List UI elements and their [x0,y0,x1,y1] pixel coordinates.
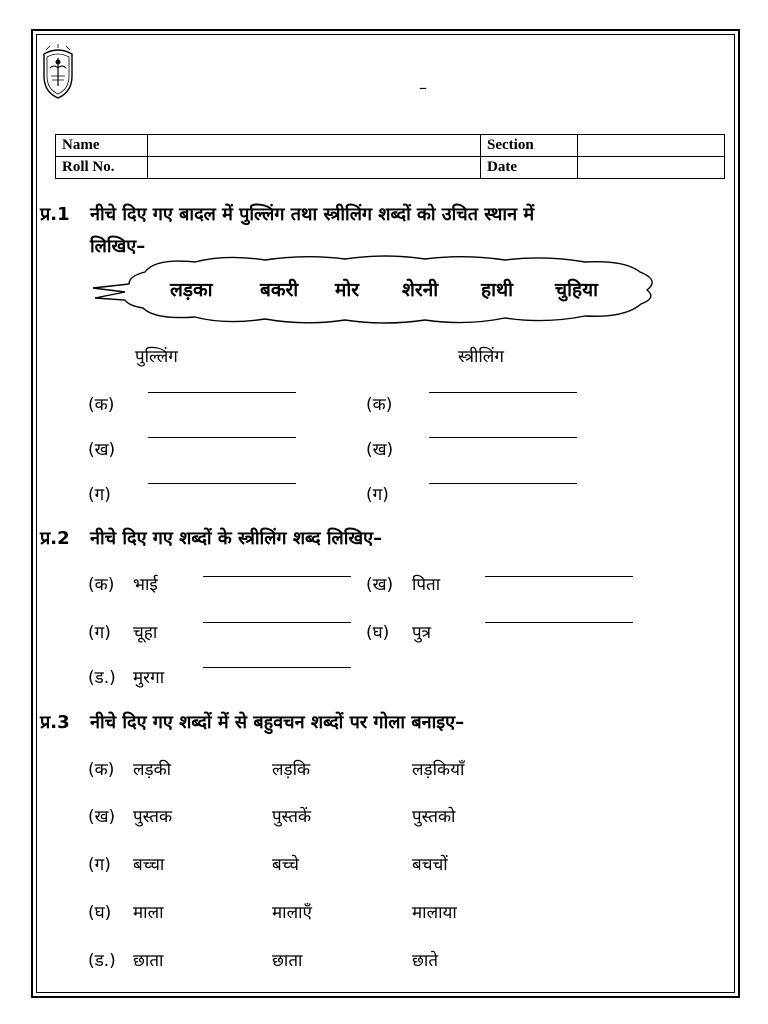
q3-row-2-label: (ख) [88,807,116,827]
q3-row-3-option-3[interactable]: बचचों [412,855,448,875]
q2-label-2: (ख) [366,575,394,595]
cloud-word-2: बकरी [260,279,299,301]
q3-row-3-option-2[interactable]: बच्चे [272,855,299,875]
q1-left-label-3: (ग) [88,485,111,505]
q3-row-4-option-3[interactable]: मालाया [412,903,457,923]
q1-left-label-2: (ख) [88,440,116,460]
q1-right-label-2: (ख) [366,440,394,460]
q2-label-5: (ड.) [88,668,116,688]
school-crest-logo [40,44,76,100]
date-field[interactable] [578,157,725,179]
feminine-heading: स्त्रीलिंग [458,347,504,367]
q3-row-1-option-2[interactable]: लड़कि [272,760,311,780]
header-dash: – [419,78,427,97]
q3-row-5-label: (ड.) [88,951,116,971]
q2-label-4: (घ) [366,623,390,643]
student-info-table [55,134,725,179]
q1-feminine-answer-3[interactable] [429,483,577,484]
cloud-word-6: चुहिया [555,279,599,301]
q2-word-3: चूहा [133,623,158,643]
q3-number: प्र.3 [40,712,70,733]
name-label: Name [56,135,148,157]
q2-answer-4[interactable] [485,622,633,623]
q2-word-4: पुत्र [412,623,432,643]
q3-row-2-option-2[interactable]: पुस्तकें [272,807,312,827]
roll-no-field[interactable] [148,157,481,179]
date-label: Date [481,157,578,179]
q1-feminine-answer-2[interactable] [429,437,577,438]
q3-row-5-option-1[interactable]: छाता [133,951,164,971]
q2-answer-5[interactable] [203,667,351,668]
name-field[interactable] [148,135,481,157]
q3-row-4-option-2[interactable]: मालाएँ [272,903,312,923]
cloud-word-3: मोर [335,279,360,301]
q1-masculine-answer-2[interactable] [148,437,296,438]
q2-label-3: (ग) [88,623,111,643]
q3-row-4-label: (घ) [88,903,112,923]
roll-no-label: Roll No. [56,157,148,179]
q2-answer-3[interactable] [203,622,351,623]
q3-instruction: नीचे दिए गए शब्दों में से बहुवचन शब्दों पर गोला बनाइए– [90,712,465,733]
q2-answer-2[interactable] [485,576,633,577]
q1-instruction: नीचे दिए गए बादल में पुल्लिंग तथा स्त्रीलिंग शब्दों को उचित स्थान में [90,204,535,225]
q3-row-1-label: (क) [88,760,115,780]
q1-masculine-answer-1[interactable] [148,392,296,393]
q2-label-1: (क) [88,575,115,595]
q1-right-label-1: (क) [366,395,393,415]
section-field[interactable] [578,135,725,157]
q2-number: प्र.2 [40,528,70,549]
q1-masculine-answer-3[interactable] [148,483,296,484]
q1-feminine-answer-1[interactable] [429,392,577,393]
q3-row-3-option-1[interactable]: बच्चा [133,855,165,875]
masculine-heading: पुल्लिंग [135,347,178,367]
q3-row-2-option-3[interactable]: पुस्तको [412,807,456,827]
q3-row-3-label: (ग) [88,855,111,875]
q1-instruction-cont: लिखिए– [90,236,146,257]
q3-row-5-option-3[interactable]: छाते [412,951,439,971]
q2-answer-1[interactable] [203,576,351,577]
q3-row-1-option-1[interactable]: लड़की [133,760,172,780]
cloud-word-5: हाथी [481,279,514,301]
q2-instruction: नीचे दिए गए शब्दों के स्त्रीलिंग शब्द लिखिए– [90,528,383,549]
q3-row-5-option-2[interactable]: छाता [272,951,303,971]
q2-word-2: पिता [412,575,441,595]
q3-row-4-option-1[interactable]: माला [133,903,164,923]
q3-row-1-option-3[interactable]: लड़कियाँ [412,760,465,780]
q2-word-1: भाई [133,575,158,595]
q2-word-5: मुरगा [133,668,165,688]
section-label: Section [481,135,578,157]
cloud-word-4: शेरनी [402,279,439,301]
q3-row-2-option-1[interactable]: पुस्तक [133,807,173,827]
cloud-word-1: लड़का [170,279,213,301]
q1-number: प्र.1 [40,204,70,225]
q1-left-label-1: (क) [88,395,115,415]
q1-right-label-3: (ग) [366,485,389,505]
